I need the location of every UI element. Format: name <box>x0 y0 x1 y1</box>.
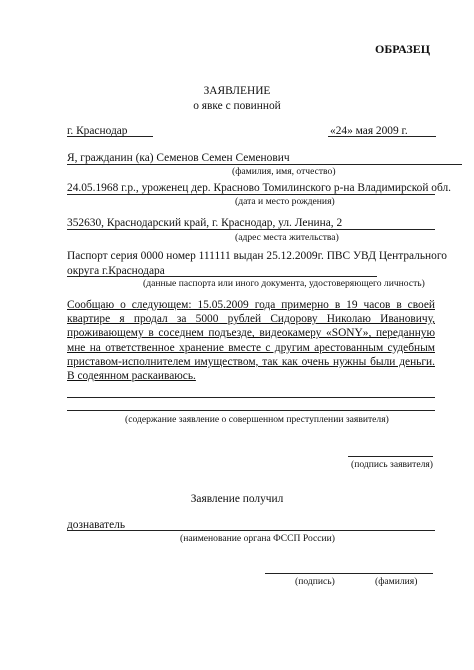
document-subtitle: о явке с повинной <box>193 100 281 112</box>
document-title: ЗАЯВЛЕНИЕ <box>203 85 271 97</box>
statement-text: Сообщаю о следующем: 15.05.2009 года примерно в 19 часов в своей квартире я продал за 5000 рублей Сидорову Николаю Ивановичу, проживающему в соседнем подъезде, видеокамеру «SONY», переданную мне на ответственное хранение вместе с другим арестованным судебным приставом-исполнителем имуществом, так как очень нужны были деньги. В содеянном раскаиваюсь. <box>67 299 435 383</box>
statement-blank-line-1 <box>67 397 435 398</box>
sample-mark: ОБРАЗЕЦ <box>375 42 431 56</box>
declarant-birth: 24.05.1968 г.р., уроженец дер. Красново Томилинского р-на Владимирской обл. <box>67 182 452 194</box>
date-line <box>328 136 436 137</box>
passport-line-2: округа г.Краснодара <box>67 265 165 277</box>
birth-caption: (дата и место рождения) <box>235 196 335 207</box>
receiver: дознаватель <box>67 519 126 531</box>
passport-caption: (данные паспорта или иного документа, удостоверяющего личность) <box>143 278 425 289</box>
date: «24» мая 2009 г. <box>330 125 408 137</box>
declarant-address: 352630, Краснодарский край, г. Краснодар, ул. Ленина, 2 <box>67 217 343 229</box>
declarant-signature-line <box>348 456 433 457</box>
declarant-name-line <box>67 164 462 165</box>
receiver-signature-caption: (подпись) <box>295 576 335 587</box>
declarant-birth-line <box>67 194 435 195</box>
name-caption: (фамилия, имя, отчество) <box>232 166 336 177</box>
statement-caption: (содержание заявление о совершенном преступлении заявителя) <box>125 414 389 425</box>
address-caption: (адрес места жительства) <box>235 232 339 243</box>
place: г. Краснодар <box>67 125 128 137</box>
statement-blank-line-2 <box>67 410 435 411</box>
received-heading: Заявление получил <box>190 493 284 505</box>
declarant-signature-caption: (подпись заявителя) <box>351 459 434 470</box>
passport-line-1: Паспорт серия 0000 номер 111111 выдан 25.12.2009г. ПВС УВД Центрального <box>67 250 447 262</box>
declarant-address-line <box>67 229 435 230</box>
passport-underline <box>67 276 377 277</box>
receiver-line <box>67 530 435 531</box>
receiver-signature-line <box>265 573 433 574</box>
receiver-caption: (наименование органа ФССП России) <box>180 533 335 544</box>
receiver-surname-caption: (фамилия) <box>375 576 418 587</box>
declarant-name: Я, гражданин (ка) Семенов Семен Семенович <box>67 152 290 164</box>
place-line <box>67 136 153 137</box>
